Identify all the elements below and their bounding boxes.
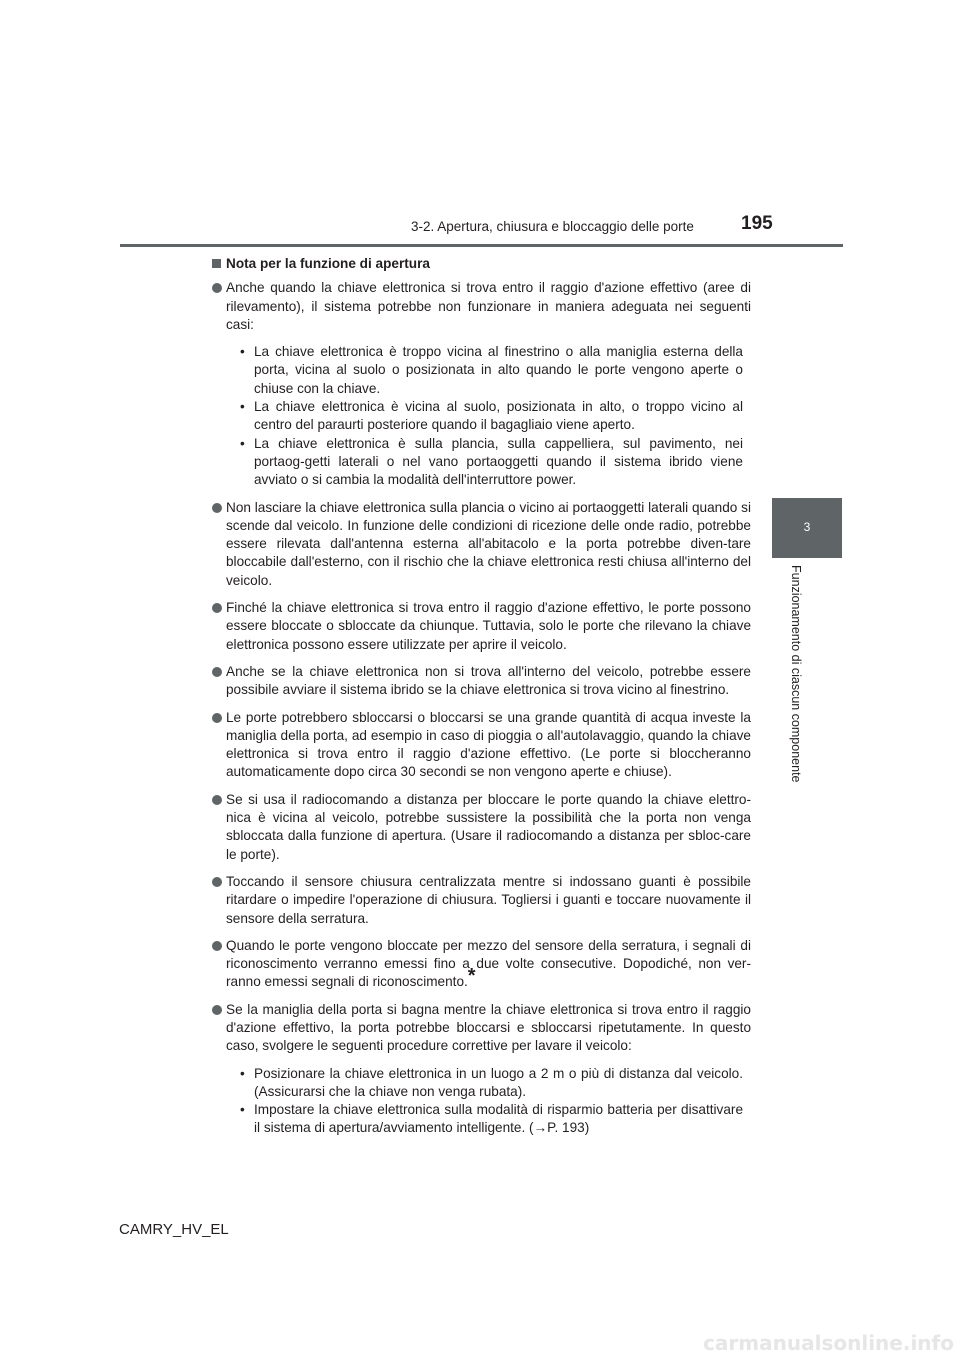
header-rule xyxy=(120,244,843,247)
note-item xyxy=(211,663,751,700)
note-item xyxy=(211,1001,751,1138)
note-item xyxy=(211,873,751,928)
sub-list xyxy=(226,343,751,489)
model-code: CAMRY_HV_EL xyxy=(119,1221,229,1238)
page-content xyxy=(211,255,751,1147)
sub-list xyxy=(226,1065,751,1138)
sub-item xyxy=(226,1065,751,1102)
running-header: 3-2. Apertura, chiusura e bloccaggio delle porte xyxy=(411,219,694,234)
square-bullet-icon xyxy=(212,259,221,268)
section-heading-text: Nota per la funzione di apertura xyxy=(226,256,430,271)
dot-bullet-icon: • xyxy=(240,399,245,415)
section-heading xyxy=(211,255,751,273)
dot-bullet-icon: • xyxy=(240,344,245,360)
circle-bullet-icon xyxy=(212,503,222,513)
dot-bullet-icon: • xyxy=(240,1065,245,1081)
circle-bullet-icon xyxy=(212,603,222,613)
circle-bullet-icon xyxy=(212,941,222,951)
chapter-title: Funzionamento di ciascun componente xyxy=(789,565,803,783)
sub-item-text: La chiave elettronica è sulla plancia, sulla cappelliera, sul pavimento, nei portaog-getti laterali o nel vano portaoggetti quando il sistema ibrido viene avviato o si cambia la modalità dell'interruttore power. xyxy=(254,435,743,488)
circle-bullet-icon xyxy=(212,795,222,805)
circle-bullet-icon xyxy=(212,1005,222,1015)
footnote-mark: * xyxy=(467,965,476,988)
note-item xyxy=(211,937,751,992)
sub-item xyxy=(226,398,751,435)
sub-item-text: Impostare la chiave elettronica sulla modalità di risparmio batteria per disattivare il sistema di apertura/avviamento intelligente. (→P. 193) xyxy=(254,1102,743,1136)
note-text: Le porte potrebbero sbloccarsi o bloccarsi se una grande quantità di acqua investe la maniglia della porta, ad esempio in caso di pioggia o all'autolavaggio, quando la chiave elettronica si trova entro il raggio d'azione effettivo. (Le porte si bloccheranno automaticamente dopo circa 30 secondi se non vengono aperte e chiuse). xyxy=(226,709,751,780)
note-text: Anche quando la chiave elettronica si trova entro il raggio d'azione effettivo (aree di rilevamento), il sistema potrebbe non funzionare in maniera adeguata nei seguenti casi: xyxy=(226,280,751,332)
watermark: carmanualsonline.info xyxy=(703,1331,954,1355)
circle-bullet-icon xyxy=(212,283,222,293)
note-text: Finché la chiave elettronica si trova entro il raggio d'azione effettivo, le porte possono essere bloccate o sbloccate da chiunque. Tuttavia, solo le porte che rilevano la chiave elettronica possono essere utilizzate per aprire il veicolo. xyxy=(226,600,751,652)
dot-bullet-icon: • xyxy=(240,1102,245,1118)
note-text: Se si usa il radiocomando a distanza per bloccare le porte quando la chiave elettro-nica è vicina al veicolo, potrebbe sussistere la possibilità che la porta non venga sbloccata dalla funzione di apertura. (Usare il radiocomando a distanza per sbloc-care le porte). xyxy=(226,791,751,862)
note-text: Non lasciare la chiave elettronica sulla plancia o vicino ai portaoggetti laterali quando si scende dal veicolo. In funzione delle condizioni di ricezione delle onde radio, potrebbe essere rilevata dall'antenna esterna all'abitacolo e la porta potrebbe diven-tare bloccabile dall'esterno, con il rischio che la chiave elettronica resti chiusa all'interno del veicolo. xyxy=(226,499,751,588)
circle-bullet-icon xyxy=(212,667,222,677)
note-item xyxy=(211,599,751,654)
note-item xyxy=(211,499,751,590)
sub-item xyxy=(226,435,751,490)
page-number: 195 xyxy=(741,213,773,234)
note-text: Se la maniglia della porta si bagna mentre la chiave elettronica si trova entro il raggio d'azione effettivo, la porta potrebbe bloccarsi e sbloccarsi ripetutamente. In questo caso, svolgere le seguenti procedure correttive per lavare il veicolo: xyxy=(226,1001,751,1054)
note-text: Toccando il sensore chiusura centralizzata mentre si indossano guanti è possibile ritardare o impedire l'operazione di chiusura. Togliersi i guanti e toccare nuovamente il sensore della serratura. xyxy=(226,873,751,926)
note-item xyxy=(211,709,751,782)
sub-item-text: La chiave elettronica è vicina al suolo, posizionata in alto, o troppo vicino al centro del paraurti posteriore quando il bagagliaio viene aperto. xyxy=(254,399,743,433)
sub-item xyxy=(226,343,751,398)
dot-bullet-icon: • xyxy=(240,435,245,451)
note-item xyxy=(211,791,751,864)
sub-item xyxy=(226,1101,751,1138)
chapter-tab xyxy=(772,498,842,558)
circle-bullet-icon xyxy=(212,713,222,723)
chapter-number: 3 xyxy=(803,520,811,534)
note-text: Quando le porte vengono bloccate per mezzo del sensore della serratura, i segnali di riconoscimento verranno emessi fino a due volte consecutive. Dopodiché, non ver-ranno emessi segnali di riconoscimento. xyxy=(226,937,751,990)
sub-item-text: Posizionare la chiave elettronica in un luogo a 2 m o più di distanza dal veicolo. (Assicurarsi che la chiave non venga rubata). xyxy=(254,1065,743,1099)
note-text: Anche se la chiave elettronica non si trova all'interno del veicolo, potrebbe essere possibile avviare il sistema ibrido se la chiave elettronica si trova vicino al finestrino. xyxy=(226,663,751,698)
sub-item-text: La chiave elettronica è troppo vicina al finestrino o alla maniglia esterna della porta, vicina al suolo o posizionata in alto quando le porte vengono aperte o chiuse con la chiave. xyxy=(254,344,743,396)
circle-bullet-icon xyxy=(212,877,222,887)
note-item xyxy=(211,279,751,489)
